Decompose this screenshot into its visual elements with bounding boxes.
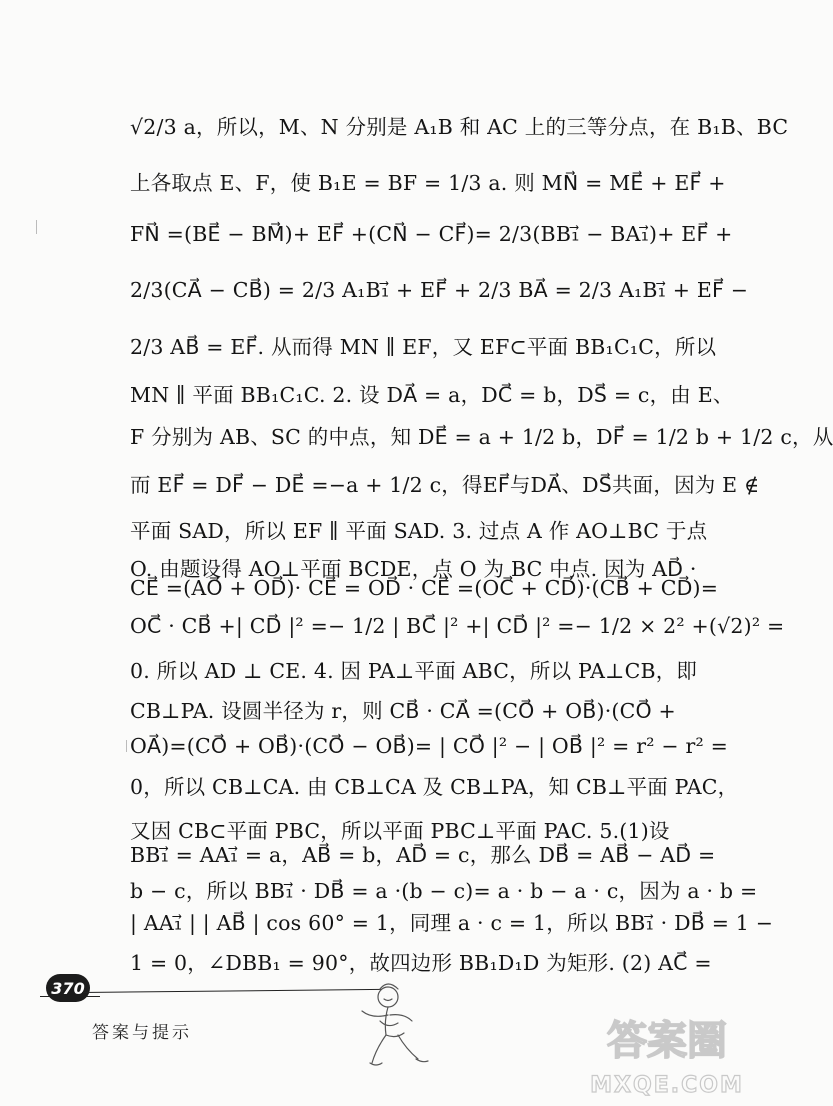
text-line: 1 = 0，∠DBB₁ = 90°，故四边形 BB₁D₁D 为矩形. (2) AC⃗ = xyxy=(130,951,712,975)
text-line: √2/3 a，所以，M、N 分别是 A₁B 和 AC 上的三等分点，在 B₁B、BC xyxy=(130,115,789,139)
watermark xyxy=(592,1004,742,1100)
text-line: 而 EF⃗ = DF⃗ − DE⃗ =−a + 1/2 c，得EF⃗与DA⃗、DS⃗共面，因为 E ∉ xyxy=(130,473,760,497)
watermark-url-text: MXQE.COM xyxy=(590,1073,744,1098)
text-line: b − c，所以 BB₁⃗ · DB⃗ = a ·(b − c)= a · b − a · c，因为 a · b = xyxy=(130,879,758,903)
text-line: 2/3 AB⃗ = EF⃗. 从而得 MN ∥ EF，又 EF⊂平面 BB₁C₁C，所以 xyxy=(130,335,717,359)
text-line: 2/3(CA⃗ − CB⃗) = 2/3 A₁B₁⃗ + EF⃗ + 2/3 BA⃗ = 2/3 A₁B₁⃗ + EF⃗ − xyxy=(130,278,749,302)
text-line: O. 由题设得 AO⊥平面 BCDE，点 O 为 BC 中点. 因为 AD⃗ · xyxy=(130,557,697,581)
text-line: | AA₁⃗ | | AB⃗ | cos 60° = 1，同理 a · c = 1，所以 BB₁⃗ · DB⃗ = 1 − xyxy=(130,911,774,935)
cartoon-figure-illustration xyxy=(340,975,450,1075)
text-line: CE⃗ =(AO⃗ + OD⃗)· CE⃗ = OD⃗ · CE⃗ =(OC⃗ + CD⃗)·(CB⃗ + CD⃗)= xyxy=(130,576,719,600)
margin-mark xyxy=(36,220,37,234)
text-line: BB₁⃗ = AA₁⃗ = a，AB⃗ = b，AD⃗ = c，那么 DB⃗ = AB⃗ − AD⃗ = xyxy=(130,843,716,867)
watermark-main-text: 答案圈 xyxy=(607,1018,727,1064)
footer-rule xyxy=(82,989,382,993)
page-number: 370 xyxy=(46,974,90,1002)
text-line: 平面 SAD，所以 EF ∥ 平面 SAD. 3. 过点 A 作 AO⊥BC 于点 xyxy=(130,519,708,543)
text-line: 上各取点 E、F，使 B₁E = BF = 1/3 a. 则 MN⃗ = ME⃗ + EF⃗ + xyxy=(130,171,726,195)
text-line: CB⊥PA. 设圆半径为 r，则 CB⃗ · CA⃗ =(CO⃗ + OB⃗)·(CO⃗ + xyxy=(130,699,676,723)
text-line: OC⃗ · CB⃗ +| CD⃗ |² =− 1/2 | BC⃗ |² +| CD⃗ |² =− 1/2 × 2² +(√2)² = xyxy=(130,614,785,638)
watermark-logo xyxy=(592,1004,742,1100)
text-line: 0. 所以 AD ⊥ CE. 4. 因 PA⊥平面 ABC，所以 PA⊥CB，即 xyxy=(130,659,698,683)
text-line: 0，所以 CB⊥CA. 由 CB⊥CA 及 CB⊥PA，知 CB⊥平面 PAC， xyxy=(130,775,739,799)
text-line: MN ∥ 平面 BB₁C₁C. 2. 设 DA⃗ = a，DC⃗ = b，DS⃗ = c，由 E、 xyxy=(130,383,734,407)
text-line: 又因 CB⊂平面 PBC，所以平面 PBC⊥平面 PAC. 5.(1)设 xyxy=(130,819,670,843)
text-line: F 分别为 AB、SC 的中点，知 DE⃗ = a + 1/2 b，DF⃗ = 1/2 b + 1/2 c，从 xyxy=(130,425,833,449)
section-label: 答案与提示 xyxy=(92,1023,192,1043)
text-line: OA⃗)=(CO⃗ + OB⃗)·(CO⃗ − OB⃗)= | CO⃗ |² − | OB⃗ |² = r² − r² = xyxy=(130,734,728,758)
margin-mark xyxy=(126,740,127,752)
text-line: FN⃗ =(BE⃗ − BM⃗)+ EF⃗ +(CN⃗ − CF⃗)= 2/3(BB₁⃗ − BA₁⃗)+ EF⃗ + xyxy=(130,222,733,246)
